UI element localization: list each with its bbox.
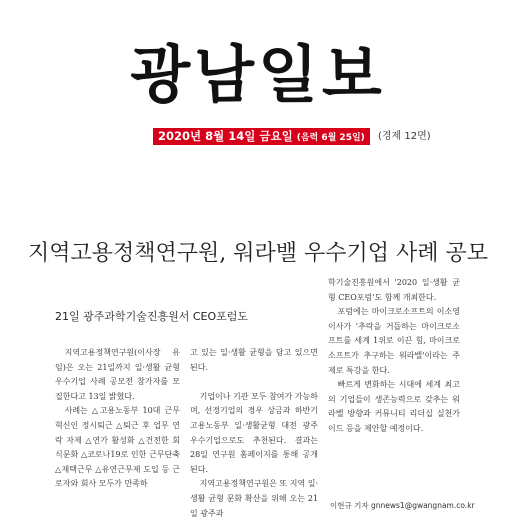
section-label: (경제 12면)	[378, 131, 431, 142]
dateline-bar	[153, 128, 370, 145]
article-column-2	[190, 346, 318, 518]
article-column-3	[328, 276, 460, 488]
paragraph: 포럼에는 마이크로소프트의 이소영 이사가 '추락을 거듭하는 마이크로소프트를 세계 1위로 이끈 힘, 마이크로소프트가 추구하는 워라밸'이라는 주제로 특강을 한다.	[328, 307, 460, 375]
paragraph: 사례는 △고용노동부 10대 근무혁신인 정시퇴근 △퇴근 후 업무 연락 자제 △연가 활성화 △건전한 회식문화 △코로나19로 인한 근무단축 △재택근무 △유연근무제 도입 등 근로자와 회사 모두가 만족하	[55, 406, 180, 489]
article-subhead: 21일 광주과학기술진흥원서 CEO포럼도	[55, 310, 249, 323]
author-byline: 이현규 기자 gnnews1@gwangnam.co.kr	[330, 501, 475, 510]
paragraph: 빠르게 변화하는 시대에 세계 최고의 기업들이 생존능력으로 갖추는 워라밸 방향과 커뮤니티 리더십 실천가이드 등을 제안할 예정이다.	[328, 380, 460, 433]
publication-date: 2020년 8월 14일 금요일	[158, 129, 293, 143]
article-headline: 지역고용정책연구원, 워라밸 우수기업 사례 공모	[27, 241, 488, 266]
paragraph: 고 있는 일·생활 균형을 담고 있으면 된다.	[190, 348, 318, 372]
paragraph: 기업이나 기관 모두 참여가 가능하며, 선정기업의 경우 상금과 하반기 고용노동부 일·생활균형 대전 광주 우수기업으로도 추천된다. 결과는 28일 연구원 홈페이지를 통해 공개된다.	[190, 391, 318, 474]
paragraph: 지역고용정책연구원은 또 지역 일·생활 균형 문화 확산을 위해 오는 21일 광주과	[190, 479, 318, 518]
paragraph: 지역고용정책연구원(이사장 유임)은 오는 21일까지 일·생활 균형 우수기업 사례 공모전 참가자를 모집한다고 13일 밝혔다.	[55, 348, 180, 401]
paragraph: 학기술진흥원에서 '2020 일·생활 균형 CEO포럼'도 함께 개최한다.	[328, 278, 460, 302]
article-column-1	[55, 346, 180, 489]
lunar-date: (음력 6월 25일)	[296, 133, 365, 143]
newspaper-masthead: 광남일보	[130, 38, 386, 111]
